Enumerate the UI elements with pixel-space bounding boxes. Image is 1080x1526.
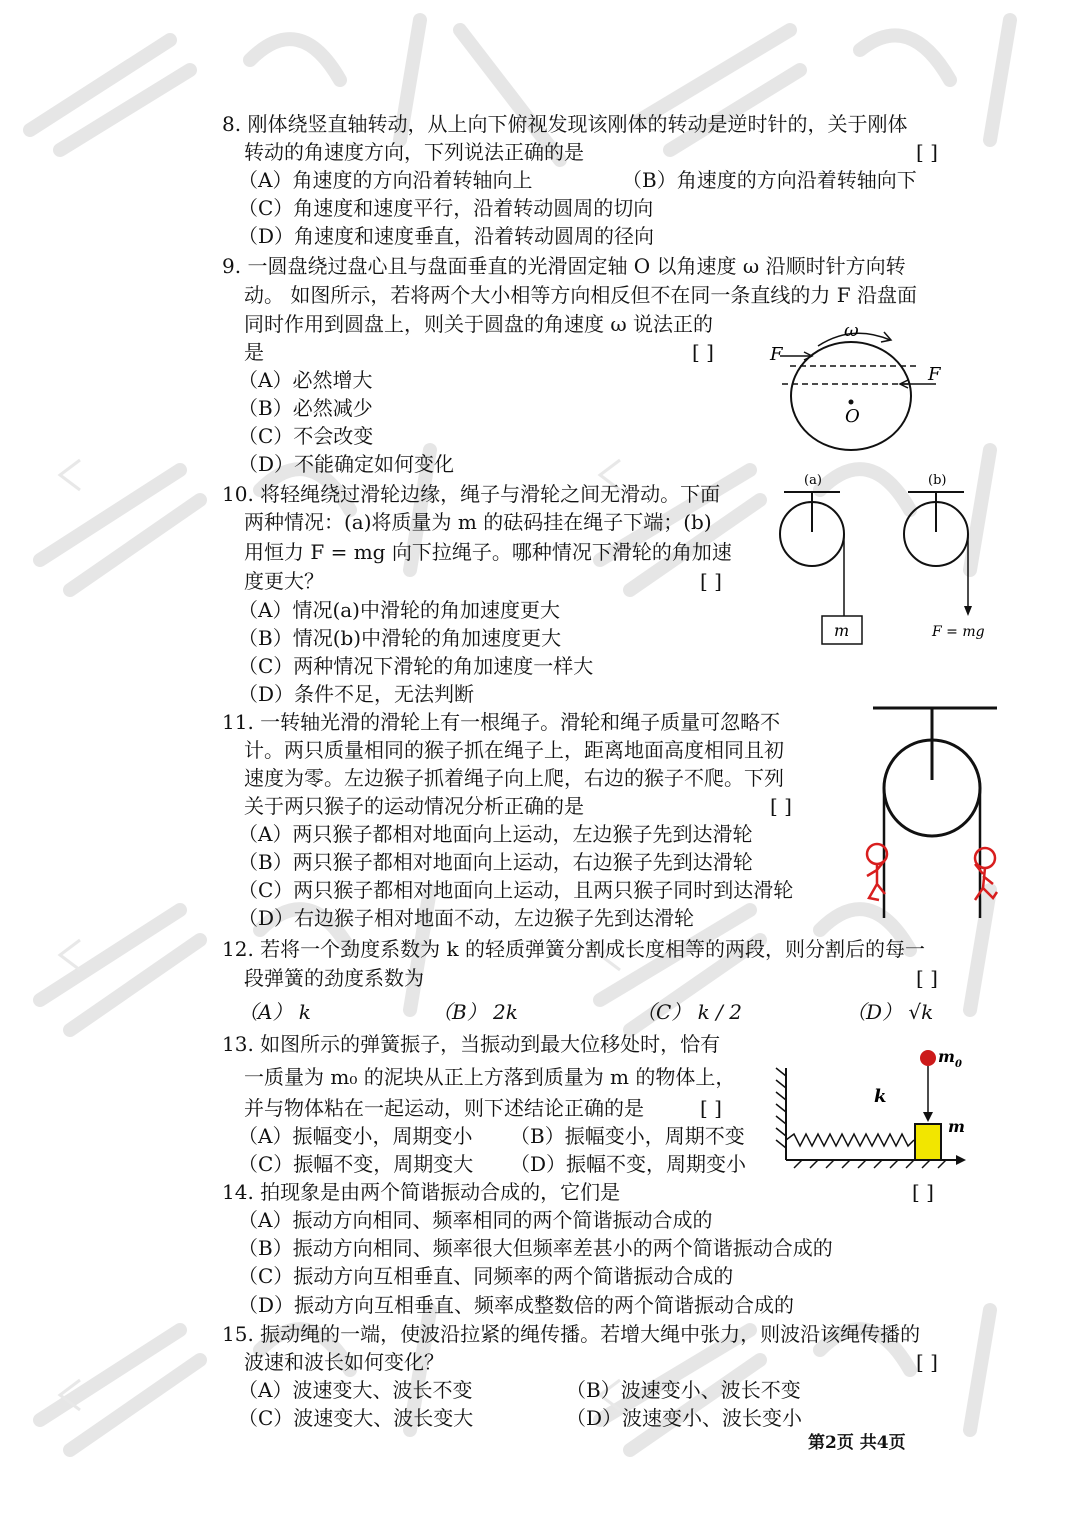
q8-option-b: （B）角速度的方向沿着转轴向下: [622, 168, 917, 192]
q10-line2: 两种情况：(a)将质量为 m 的砝码挂在绳子下端；(b): [244, 510, 712, 534]
q9-line1: 9. 一圆盘绕过盘心且与盘面垂直的光滑固定轴 O 以角速度 ω 沿顺时针方向转: [222, 254, 906, 278]
q14-option-b: （B）振动方向相同、频率很大但频率差甚小的两个简谐振动合成的: [238, 1236, 833, 1260]
q11-option-a: （A）两只猴子都相对地面向上运动，左边猴子先到达滑轮: [238, 822, 753, 846]
q11-option-d: （D）右边猴子相对地面不动，左边猴子先到达滑轮: [238, 906, 695, 930]
right-monkey: [975, 848, 997, 900]
q15-line1: 15. 振动绳的一端，使波沿拉紧的绳传播。若增大绳中张力，则波沿该绳传播的: [222, 1322, 921, 1346]
q10-line4: 度更大？: [244, 569, 324, 593]
q15-line2: 波速和波长如何变化？: [244, 1350, 444, 1374]
q11-option-b: （B）两只猴子都相对地面向上运动，右边猴子先到达滑轮: [238, 850, 753, 874]
q13-line1: 13. 如图所示的弹簧振子，当振动到最大位移处时，恰有: [222, 1032, 721, 1056]
q15-option-c: （C）波速变大、波长变大: [238, 1406, 474, 1430]
q13-option-d: （D）振幅不变，周期变小: [510, 1152, 747, 1176]
center-dot: [849, 400, 854, 405]
label-a: (a): [804, 473, 822, 488]
q12-option-b: （B） 2k: [432, 1000, 518, 1024]
center-label: O: [845, 406, 860, 427]
q11-monkey-pulley-figure: [855, 700, 1015, 925]
left-force-label: F: [770, 344, 783, 365]
page-number: 第2页 共4页: [808, 1433, 906, 1453]
q13-line3: 并与物体粘在一起运动，则下述结论正确的是: [244, 1096, 644, 1120]
q11-line3: 速度为零。左边猴子抓着绳子向上爬，右边的猴子不爬。下列: [244, 766, 784, 790]
q13-answer-bracket: [ ]: [700, 1096, 722, 1120]
floor-arrow: [956, 1155, 966, 1165]
q12-line1: 12. 若将一个劲度系数为 k 的轻质弹簧分割成长度相等的两段，则分割后的每一: [222, 937, 925, 961]
q9-option-d: （D）不能确定如何变化: [238, 452, 455, 476]
q9-answer-bracket: [ ]: [692, 340, 714, 364]
q10-line3: 用恒力 F = mg 向下拉绳子。哪种情况下滑轮的角加速: [244, 540, 732, 564]
q11-line4: 关于两只猴子的运动情况分析正确的是: [244, 794, 584, 818]
label-b: (b): [928, 473, 947, 488]
q13-option-c: （C）振幅不变，周期变大: [238, 1152, 474, 1176]
q15-answer-bracket: [ ]: [916, 1350, 938, 1374]
q9-line3: 同时作用到圆盘上，则关于圆盘的角速度 ω 说法正的: [244, 312, 714, 336]
q12-answer-bracket: [ ]: [916, 966, 938, 990]
q13-line2: 一质量为 m₀ 的泥块从正上方落到质量为 m 的物体上，: [244, 1065, 736, 1089]
q10-option-a: （A）情况(a)中滑轮的角加速度更大: [238, 598, 560, 622]
q15-option-d: （D）波速变小、波长变小: [566, 1406, 803, 1430]
fall-arrow-head: [923, 1112, 933, 1122]
q10-option-b: （B）情况(b)中滑轮的角加速度更大: [238, 626, 562, 650]
q8-option-a: （A）角速度的方向沿着转轴向上: [238, 168, 533, 192]
q12-option-a: （A） k: [238, 1000, 311, 1024]
q8-line1: 8. 刚体绕竖直轴转动，从上向下俯视发现该刚体的转动是逆时针的，关于刚体: [222, 112, 908, 136]
q9-option-b: （B）必然减少: [238, 396, 373, 420]
q12-option-d: （D） √k: [846, 1000, 934, 1024]
q13-option-b: （B）振幅变小，周期不变: [510, 1124, 745, 1148]
q11-answer-bracket: [ ]: [770, 794, 792, 818]
m-label: m: [948, 1117, 965, 1136]
q8-option-d: （D）角速度和速度垂直，沿着转动圆周的径向: [238, 224, 655, 248]
q11-line1: 11. 一转轴光滑的滑轮上有一根绳子。滑轮和绳子质量可忽略不: [222, 710, 781, 734]
q14-answer-bracket: [ ]: [912, 1180, 934, 1204]
q9-disk-figure: [760, 310, 980, 460]
omega-label: ω: [844, 320, 859, 341]
q13-spring-oscillator-figure: [770, 1040, 975, 1170]
q9-option-a: （A）必然增大: [238, 368, 373, 392]
wall-hatch: [776, 1068, 786, 1148]
k-label: k: [874, 1086, 887, 1107]
q13-option-a: （A）振幅变小，周期变小: [238, 1124, 473, 1148]
q8-line2: 转动的角速度方向，下列说法正确的是: [244, 140, 584, 164]
q11-option-c: （C）两只猴子都相对地面向上运动，且两只猴子同时到达滑轮: [238, 878, 794, 902]
q8-answer-bracket: [ ]: [916, 140, 938, 164]
q15-option-b: （B）波速变小、波长不变: [566, 1378, 801, 1402]
q10-pulley-figure: [770, 470, 1000, 650]
mud-ball: [920, 1050, 936, 1066]
q12-line2: 段弹簧的劲度系数为: [244, 966, 424, 990]
q14-option-d: （D）振动方向互相垂直、频率成整数倍的两个简谐振动合成的: [238, 1293, 795, 1317]
force-arrow-head: [964, 606, 972, 616]
q10-line1: 10. 将轻绳绕过滑轮边缘，绳子与滑轮之间无滑动。下面: [222, 482, 721, 506]
force-label: F = mg: [932, 624, 985, 640]
q9-option-c: （C）不会改变: [238, 424, 374, 448]
q14-option-a: （A）振动方向相同、频率相同的两个简谐振动合成的: [238, 1208, 713, 1232]
q10-option-d: （D）条件不足，无法判断: [238, 682, 475, 706]
q12-option-c: （C） k / 2: [636, 1000, 742, 1024]
mass-label: m: [834, 621, 850, 640]
m0-label: $m_0$: [938, 1047, 962, 1070]
spring: [786, 1134, 914, 1146]
q14-line1: 14. 拍现象是由两个简谐振动合成的，它们是: [222, 1180, 621, 1204]
floor-hatch: [794, 1160, 946, 1168]
q11-line2: 计。两只质量相同的猴子抓在绳子上，距离地面高度相同且初: [244, 738, 784, 762]
q14-option-c: （C）振动方向互相垂直、同频率的两个简谐振动合成的: [238, 1264, 734, 1288]
right-force-label: F: [928, 364, 941, 385]
q10-option-c: （C）两种情况下滑轮的角加速度一样大: [238, 654, 594, 678]
q9-line2: 动。 如图所示，若将两个大小相等方向相反但不在同一条直线的力 F 沿盘面: [244, 283, 917, 307]
q9-line4: 是: [244, 340, 264, 364]
q15-option-a: （A）波速变大、波长不变: [238, 1378, 473, 1402]
q8-option-c: （C）角速度和速度平行，沿着转动圆周的切向: [238, 196, 654, 220]
mass-block: [915, 1124, 941, 1160]
q10-answer-bracket: [ ]: [700, 569, 722, 593]
